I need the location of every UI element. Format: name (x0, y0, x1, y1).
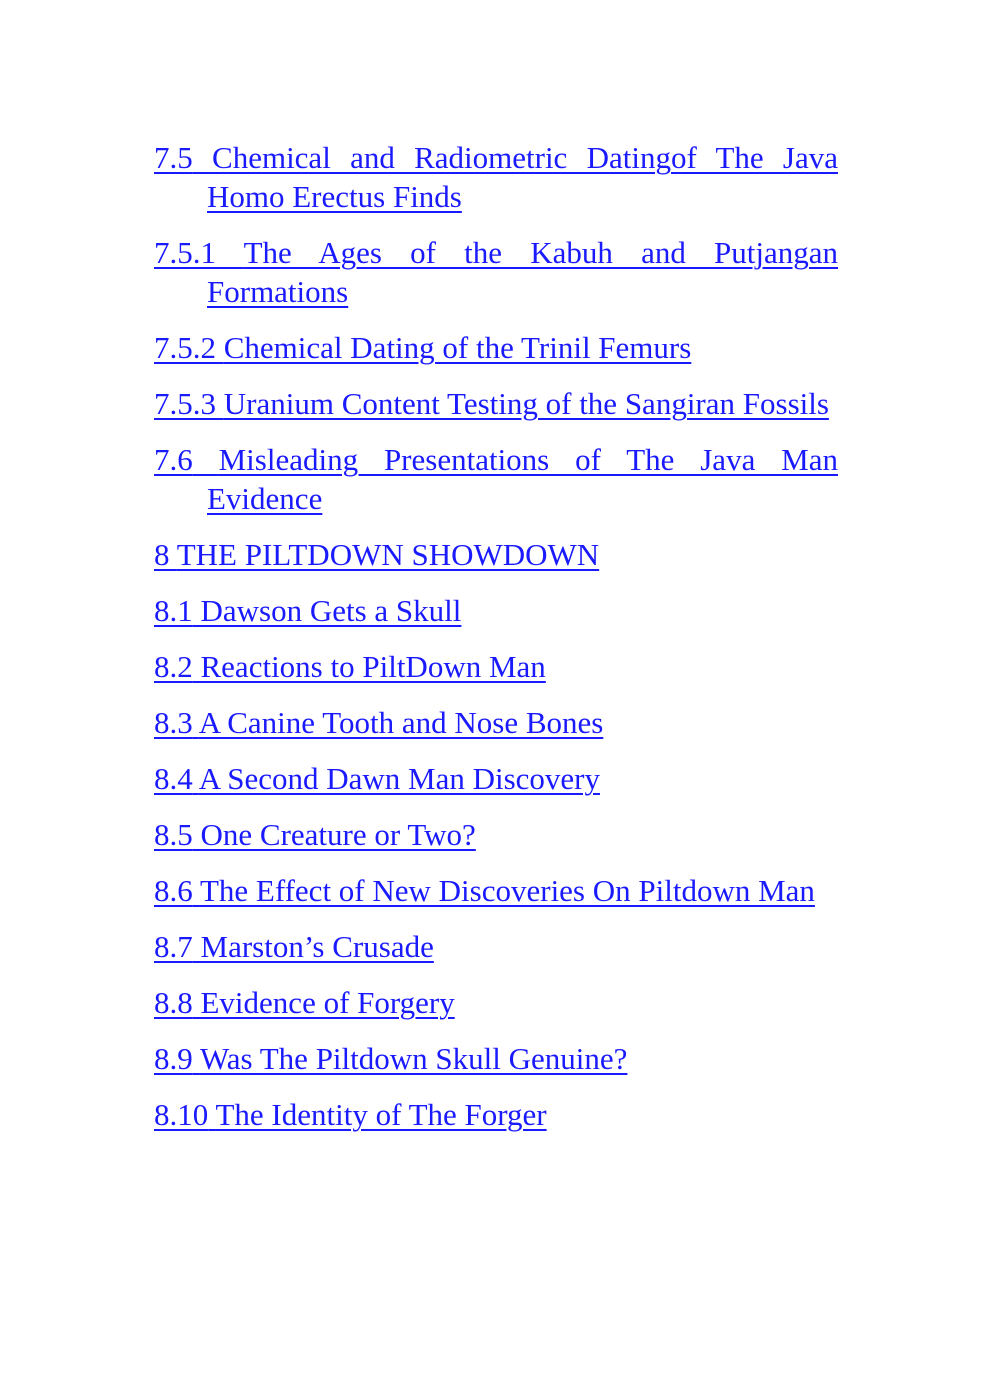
toc-link-7-5-3[interactable] (154, 386, 829, 421)
toc-title: A Canine Tooth and Nose Bones (198, 705, 604, 740)
toc-number: 8.4 (154, 761, 193, 796)
toc-number: 7.5.2 (154, 330, 216, 365)
toc-link-8-10[interactable] (154, 1097, 547, 1132)
toc-title: The Ages of the Kabuh and Putjangan Formations (207, 235, 838, 309)
toc-number: 8.3 (154, 705, 193, 740)
toc-entry-8-9[interactable] (154, 1039, 838, 1078)
toc-entry-8-8[interactable] (154, 983, 838, 1022)
toc-number: 8.2 (154, 649, 193, 684)
toc-link-8-1[interactable] (154, 593, 461, 628)
toc-entry-7-6[interactable] (154, 440, 838, 518)
toc-entry-7-5-3[interactable] (154, 384, 838, 423)
toc-entry-8-4[interactable] (154, 759, 838, 798)
toc-title: Reactions to PiltDown Man (200, 649, 546, 684)
toc-link-7-5-1[interactable] (154, 235, 838, 309)
toc-number: 8.10 (154, 1097, 209, 1132)
toc-number: 8.1 (154, 593, 193, 628)
toc-number: 7.5.1 (154, 235, 216, 270)
toc-entry-8-10[interactable] (154, 1095, 838, 1134)
toc-number: 8.9 (154, 1041, 193, 1076)
toc-link-8[interactable] (154, 537, 599, 572)
toc-link-7-5-2[interactable] (154, 330, 691, 365)
toc-link-8-7[interactable] (154, 929, 434, 964)
toc-title: Misleading Presentations of The Java Man Evidence (207, 442, 838, 516)
toc-entry-7-5-1[interactable] (154, 233, 838, 311)
toc-entry-8-3[interactable] (154, 703, 838, 742)
toc-title: Dawson Gets a Skull (200, 593, 462, 628)
toc-number: 7.5.3 (154, 386, 216, 421)
toc-entry-8-2[interactable] (154, 647, 838, 686)
toc-title: Uranium Content Testing of the Sangiran Fossils (223, 386, 829, 421)
toc-number: 8.8 (154, 985, 193, 1020)
toc-title: THE PILTDOWN SHOWDOWN (176, 537, 600, 572)
toc-number: 8 (154, 537, 170, 572)
toc-number: 8.5 (154, 817, 193, 852)
toc-link-8-8[interactable] (154, 985, 455, 1020)
toc-entry-7-5-2[interactable] (154, 328, 838, 367)
toc-link-8-2[interactable] (154, 649, 546, 684)
toc-entry-8-1[interactable] (154, 591, 838, 630)
toc-title: Chemical and Radiometric Datingof The Java Homo Erectus Finds (207, 140, 838, 214)
toc-link-8-6[interactable] (154, 873, 815, 908)
toc-title: A Second Dawn Man Discovery (198, 761, 600, 796)
toc-entry-7-5[interactable] (154, 138, 838, 216)
toc-title: The Effect of New Discoveries On Piltdown Man (199, 873, 815, 908)
toc-title: Chemical Dating of the Trinil Femurs (223, 330, 692, 365)
toc-entry-8-7[interactable] (154, 927, 838, 966)
toc-link-8-4[interactable] (154, 761, 600, 796)
toc-link-8-3[interactable] (154, 705, 603, 740)
toc-entry-8-6[interactable] (154, 871, 838, 910)
toc-title: One Creature or Two? (200, 817, 476, 852)
toc-title: The Identity of The Forger (215, 1097, 547, 1132)
toc-entry-8-5[interactable] (154, 815, 838, 854)
toc-number: 7.5 (154, 140, 193, 175)
toc-number: 7.6 (154, 442, 193, 477)
toc-title: Was The Piltdown Skull Genuine? (199, 1041, 628, 1076)
toc-link-8-9[interactable] (154, 1041, 627, 1076)
toc-title: Evidence of Forgery (200, 985, 455, 1020)
toc-number: 8.6 (154, 873, 193, 908)
toc-number: 8.7 (154, 929, 193, 964)
toc-entry-8[interactable] (154, 535, 838, 574)
toc-title: Marston’s Crusade (200, 929, 434, 964)
table-of-contents (154, 138, 838, 1151)
toc-link-7-5[interactable] (154, 140, 838, 214)
toc-link-8-5[interactable] (154, 817, 476, 852)
toc-link-7-6[interactable] (154, 442, 838, 516)
